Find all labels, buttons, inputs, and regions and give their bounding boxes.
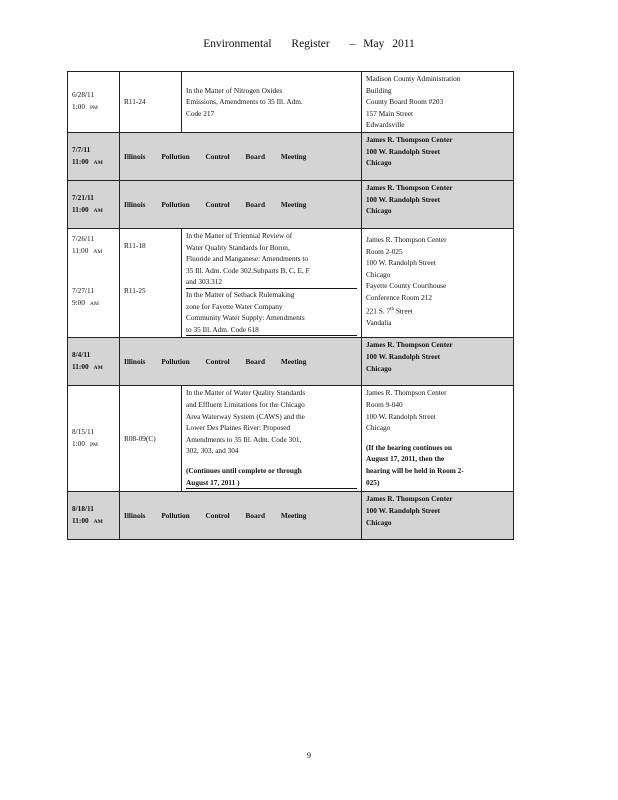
description-line: In the Matter of Setback Rulemaking: [186, 289, 295, 299]
event-title: Illinois Pollution Control Board Meeting: [124, 511, 307, 521]
description-cell: [182, 72, 362, 133]
description-line: zone for Fayette Water Company: [186, 301, 283, 311]
location-line: 100 W. Randolph Street: [366, 258, 436, 268]
note-line: August 17, 2011 ): [186, 477, 240, 487]
table-row: [68, 133, 514, 181]
location-line: Room 2-025: [366, 246, 403, 256]
note-line: (If the hearing continues on: [366, 442, 452, 452]
event-cell: [120, 338, 362, 386]
page-number: 9: [307, 751, 311, 760]
description-cell: [182, 229, 362, 338]
location-line: 100 W. Randolph Street: [366, 146, 441, 156]
location-cell: [362, 338, 514, 386]
hearing-schedule-table: [67, 71, 514, 540]
location-line: Fayette County Courthouse: [366, 281, 447, 291]
date-cell: [68, 229, 120, 338]
table-row: [68, 181, 514, 229]
date: 7/26/11: [72, 234, 95, 243]
location-line: Room 9-040: [366, 399, 403, 409]
event-cell: [120, 133, 362, 181]
description-line: 302, 303, and 304: [186, 446, 239, 456]
event-cell: [120, 181, 362, 229]
location-line: Building: [366, 85, 392, 95]
location-line: Chicago: [366, 158, 392, 168]
location-line: [366, 304, 509, 317]
location-line: James R. Thompson Center: [366, 494, 453, 504]
ampm: AM: [93, 159, 103, 166]
location-line: Madison County Administration: [366, 74, 461, 83]
location-line: 100 W. Randolph Street: [366, 194, 441, 204]
date: 7/7/11: [72, 144, 91, 154]
docket-number: R11-24: [124, 97, 146, 107]
note-line: 025): [366, 477, 380, 487]
ampm: PM: [89, 105, 98, 111]
event-cell: [120, 492, 362, 540]
location-cell: [362, 492, 514, 540]
event-title: Illinois Pollution Control Board Meeting: [124, 357, 307, 367]
location-line: James R. Thompson Center: [366, 183, 453, 192]
date-cell: [68, 492, 120, 540]
table-row: [68, 386, 514, 492]
description-line: In the Matter of Water Quality Standards: [186, 388, 306, 398]
date: 6/28/11: [72, 90, 95, 100]
location-line: Chicago: [366, 206, 392, 216]
table-row: [68, 338, 514, 386]
description-line: In the Matter of Nitrogen Oxides: [186, 85, 283, 95]
location-line: James R. Thompson Center: [366, 135, 453, 144]
street-number: 221 S. 7: [366, 305, 391, 315]
time: 1:00: [72, 102, 85, 111]
date-cell: [68, 72, 120, 133]
time: 1:00: [72, 438, 85, 448]
location-line: James R. Thompson Center: [366, 340, 453, 350]
location-line: Edwardsville: [366, 120, 405, 130]
description-line: Community Water Supply: Amendments: [186, 313, 305, 323]
page-header: [0, 38, 618, 50]
location-cell: [362, 133, 514, 181]
note-line: August 17, 2011, then the: [366, 454, 445, 464]
docket-cell: [120, 229, 182, 338]
location-line: County Board Room #203: [366, 97, 444, 107]
event-title: Illinois Pollution Control Board Meeting: [124, 151, 307, 161]
room-change-note: [366, 442, 509, 488]
continuation-note: [186, 465, 357, 489]
description-cell: [182, 386, 362, 492]
location-line: Chicago: [366, 423, 391, 433]
time: 11:00: [72, 245, 89, 255]
docket-cell: [120, 72, 182, 133]
event-title: Illinois Pollution Control Board Meeting: [124, 199, 307, 209]
description-line: Fluoride and Manganese: Amendments to: [186, 254, 308, 264]
description-line: Amendments to 35 Ill. Adm. Code 301,: [186, 434, 302, 444]
ampm: AM: [93, 248, 103, 255]
ampm: AM: [93, 207, 103, 214]
date-cell: [68, 181, 120, 229]
description-line: to 35 Ill. Adm. Code 618: [186, 324, 259, 334]
street-word: Street: [395, 305, 413, 315]
header-word-2: Register: [291, 38, 330, 50]
table-row: [68, 492, 514, 540]
date: 8/4/11: [72, 350, 91, 360]
description-line: and 303.312: [186, 277, 223, 287]
location-line: 100 W. Randolph Street: [366, 351, 441, 361]
date: 7/21/11: [72, 192, 94, 202]
ampm: PM: [89, 441, 98, 448]
description-line: In the Matter of Triennial Review of: [186, 231, 293, 240]
location-cell: [362, 181, 514, 229]
date-cell: [68, 386, 120, 492]
description-block: [186, 230, 357, 289]
description-line: Area Waterway System (CAWS) and the: [186, 411, 305, 421]
date-2: 7/27/11: [72, 286, 95, 296]
description-block-2: [186, 289, 357, 336]
description-line: Water Quality Standards for Boron,: [186, 242, 290, 252]
location-line: James R. Thompson Center: [366, 235, 447, 244]
location-cell: [362, 72, 514, 133]
description-line: 35 Ill. Adm. Code 302.Subparts B, C, E, F: [186, 265, 310, 275]
location-line: Vandalia: [366, 317, 392, 327]
time: 11:00: [72, 204, 89, 214]
docket-cell: [120, 386, 182, 492]
time: 11:00: [72, 361, 89, 371]
description-line: Emissions, Amendments to 35 Ill. Adm.: [186, 97, 303, 107]
date: 8/18/11: [72, 504, 94, 514]
ordinal-suffix: th: [390, 306, 395, 312]
docket-number: R11-18: [124, 241, 146, 250]
ampm: AM: [93, 518, 103, 525]
description-line: and Effluent Limitations for the Chicago: [186, 399, 305, 409]
header-word-3: – May 2011: [349, 38, 415, 50]
location-line: Chicago: [366, 269, 391, 279]
location-line: James R. Thompson Center: [366, 388, 447, 398]
ampm-2: AM: [89, 300, 99, 307]
time-2: 9:00: [72, 297, 85, 307]
table-row: [68, 72, 514, 133]
location-line: Conference Room 212: [366, 292, 433, 302]
table-row: [68, 229, 514, 338]
date: 8/15/11: [72, 427, 95, 437]
time: 11:00: [72, 156, 89, 166]
header-word-1: Environmental: [203, 38, 272, 50]
time: 11:00: [72, 515, 89, 525]
location-line: 157 Main Street: [366, 108, 414, 118]
location-cell: [362, 386, 514, 492]
date-cell: [68, 133, 120, 181]
note-line: (Continues until complete or through: [186, 465, 302, 475]
location-line: Chicago: [366, 363, 392, 373]
location-line: Chicago: [366, 517, 392, 527]
location-cell: [362, 229, 514, 338]
date-cell: [68, 338, 120, 386]
docket-number-2: R11-25: [124, 285, 146, 295]
location-line: 100 W. Randolph Street: [366, 505, 441, 515]
ampm: AM: [93, 364, 103, 371]
docket-number: R08-09(C): [124, 434, 156, 444]
location-line: 100 W. Randolph Street: [366, 411, 436, 421]
note-line: hearing will be held in Room 2-: [366, 465, 464, 475]
description-line: Lower Des Plaines River: Proposed: [186, 423, 291, 433]
description-line: Code 217: [186, 108, 215, 118]
